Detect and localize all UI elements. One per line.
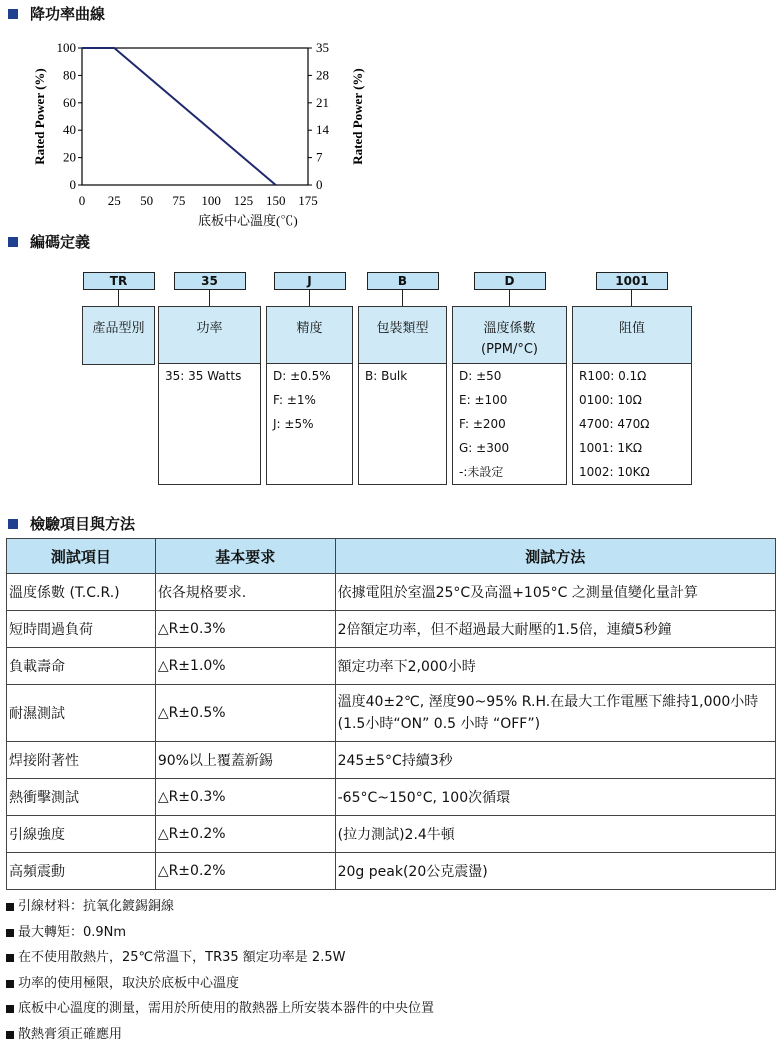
code-option: 4700: 470Ω	[579, 417, 650, 431]
code-column-title: 產品型別	[92, 321, 145, 336]
cell-item: 短時間過負荷	[7, 611, 156, 648]
note-item: 功率的使用極限，取決於底板中心溫度	[6, 975, 434, 1001]
cell-item: 耐濕測試	[7, 685, 156, 742]
table-row	[7, 648, 776, 685]
code-column-title: 溫度係數	[483, 321, 536, 336]
code-column-header	[83, 307, 154, 364]
table-row	[7, 853, 776, 890]
code-column-title: 包裝類型	[376, 321, 429, 336]
code-connector	[118, 290, 119, 306]
y-tick-label-left: 60	[63, 94, 76, 110]
section-marker-icon	[8, 519, 18, 529]
derating-chart-svg	[20, 30, 365, 240]
cell-item: 高頻震動	[7, 853, 156, 890]
bullet-square-icon	[6, 980, 14, 988]
cell-method: 2倍額定功率，但不超過最大耐壓的1.5倍，連續5秒鐘	[335, 611, 775, 648]
cell-requirement: △R±0.2%	[155, 816, 335, 853]
code-option: D: ±50	[459, 369, 502, 383]
y-tick-label-right: 0	[316, 177, 323, 192]
code-column-body	[453, 364, 566, 489]
section-title-code: 編碼定義	[8, 231, 90, 252]
x-tick-label: 125	[233, 193, 254, 208]
code-column-header	[453, 307, 566, 364]
code-column	[82, 306, 155, 365]
code-option: 0100: 10Ω	[579, 393, 642, 407]
cell-item: 引線強度	[7, 816, 156, 853]
x-tick-label: 25	[107, 193, 121, 208]
cell-method: 20g peak(20公克震盪)	[335, 853, 775, 890]
y-tick-label-left: 80	[63, 67, 76, 83]
y-tick-label-right: 35	[316, 40, 329, 55]
code-box: J	[274, 272, 346, 290]
code-box: TR	[83, 272, 155, 290]
code-column-header	[159, 307, 260, 364]
derating-line	[82, 48, 276, 185]
y-tick-label-right: 7	[316, 149, 323, 165]
section-marker-icon	[8, 237, 18, 247]
x-tick-label: 75	[172, 193, 186, 208]
cell-requirement: △R±0.5%	[155, 685, 335, 742]
note-item: 散熱膏須正確應用	[6, 1026, 434, 1052]
code-option: B: Bulk	[365, 369, 408, 383]
cell-item: 熱衝擊測試	[7, 779, 156, 816]
code-column-header	[359, 307, 446, 364]
bullet-square-icon	[6, 1031, 14, 1039]
note-item: 最大轉矩：0.9Nm	[6, 924, 434, 950]
code-option: F: ±1%	[273, 393, 316, 407]
code-column	[358, 306, 447, 485]
bullet-square-icon	[6, 929, 14, 937]
code-column-body	[159, 364, 260, 393]
code-connector	[402, 290, 403, 306]
cell-item: 負載壽命	[7, 648, 156, 685]
code-option: 1002: 10KΩ	[579, 465, 650, 479]
cell-requirement: △R±1.0%	[155, 648, 335, 685]
y-tick-label-right: 21	[316, 94, 329, 110]
x-tick-label: 0	[78, 193, 86, 208]
table-row	[7, 611, 776, 648]
cell-item: 溫度係數 (T.C.R.)	[7, 574, 156, 611]
y-axis-label-left: Rated Power (%)	[32, 68, 47, 165]
note-item: 在不使用散熱片，25℃常溫下，TR35 額定功率是 2.5W	[6, 949, 434, 975]
code-box: B	[367, 272, 439, 290]
code-column-unit: (PPM/°C)	[481, 342, 538, 357]
x-tick-label: 50	[140, 193, 154, 208]
code-column	[452, 306, 567, 485]
bullet-square-icon	[6, 1005, 14, 1013]
cell-requirement: △R±0.3%	[155, 779, 335, 816]
code-column-body	[573, 364, 691, 489]
code-option: D: ±0.5%	[273, 369, 331, 383]
derating-chart	[20, 30, 365, 240]
code-option: 1001: 1KΩ	[579, 441, 643, 455]
y-tick-label-right: 28	[316, 67, 329, 83]
cell-requirement: 依各規格要求.	[155, 574, 335, 611]
y-tick-label-left: 40	[63, 122, 76, 138]
section-title-test: 檢驗項目與方法	[8, 513, 135, 534]
y-tick-label-right: 14	[316, 122, 329, 138]
section-title-derating: 降功率曲線	[8, 3, 105, 24]
code-column	[572, 306, 692, 485]
code-column-title: 阻值	[618, 321, 645, 336]
code-option: E: ±100	[459, 393, 508, 407]
code-column-title: 功率	[196, 321, 223, 336]
x-axis-label: 底板中心溫度(℃)	[198, 213, 298, 228]
y-tick-label-left: 20	[63, 149, 76, 165]
x-tick-label: 150	[265, 193, 286, 208]
code-column	[158, 306, 261, 485]
table-row	[7, 574, 776, 611]
cell-method: 依據電阻於室溫25°C及高溫+105°C 之測量值變化量計算	[335, 574, 775, 611]
code-box: 1001	[596, 272, 668, 290]
code-column-body	[267, 364, 352, 441]
cell-method: 溫度40±2℃, 溼度90~95% R.H.在最大工作電壓下維持1,000小時(1.5小時“ON” 0.5 小時 “OFF”)	[335, 685, 775, 742]
table-row	[7, 779, 776, 816]
code-column-header	[573, 307, 691, 364]
cell-method: 245±5°C持續3秒	[335, 742, 775, 779]
header-requirement: 基本要求	[155, 539, 335, 574]
code-connector	[631, 290, 632, 306]
code-connector	[509, 290, 510, 306]
y-axis-label-right: Rated Power (%)	[350, 68, 365, 165]
code-option: 35: 35 Watts	[165, 369, 242, 383]
code-option: R100: 0.1Ω	[579, 369, 647, 383]
cell-requirement: 90%以上覆蓋新錫	[155, 742, 335, 779]
cell-method: (拉力測試)2.4牛頓	[335, 816, 775, 853]
cell-item: 焊接附著性	[7, 742, 156, 779]
x-tick-label: 100	[201, 193, 221, 208]
code-column-header	[267, 307, 352, 364]
notes-list	[6, 898, 434, 1051]
note-item: 引線材料：抗氧化鍍錫銅線	[6, 898, 434, 924]
table-header-row	[7, 539, 776, 574]
x-tick-label: 175	[298, 193, 318, 208]
code-column-body	[359, 364, 446, 393]
cell-method: 額定功率下2,000小時	[335, 648, 775, 685]
code-option: G: ±300	[459, 441, 510, 455]
code-box: D	[474, 272, 546, 290]
header-method: 測試方法	[335, 539, 775, 574]
code-option: J: ±5%	[273, 417, 314, 431]
code-box: 35	[174, 272, 246, 290]
table-row	[7, 685, 776, 742]
code-connector	[209, 290, 210, 306]
bullet-square-icon	[6, 954, 14, 962]
cell-method: -65°C~150°C, 100次循環	[335, 779, 775, 816]
code-column	[266, 306, 353, 485]
bullet-square-icon	[6, 903, 14, 911]
code-option: -:未設定	[459, 465, 504, 479]
table-row	[7, 742, 776, 779]
code-connector	[309, 290, 310, 306]
y-tick-label-left: 100	[56, 40, 76, 55]
code-option: F: ±200	[459, 417, 506, 431]
header-test-item: 測試項目	[7, 539, 156, 574]
table-row	[7, 816, 776, 853]
code-column-title: 精度	[296, 321, 323, 336]
y-tick-label-left: 0	[69, 177, 76, 192]
cell-requirement: △R±0.3%	[155, 611, 335, 648]
note-item: 底板中心溫度的測量，需用於所使用的散熱器上所安裝本器件的中央位置	[6, 1000, 434, 1026]
test-method-table	[6, 538, 776, 890]
cell-requirement: △R±0.2%	[155, 853, 335, 890]
section-marker-icon	[8, 9, 18, 19]
